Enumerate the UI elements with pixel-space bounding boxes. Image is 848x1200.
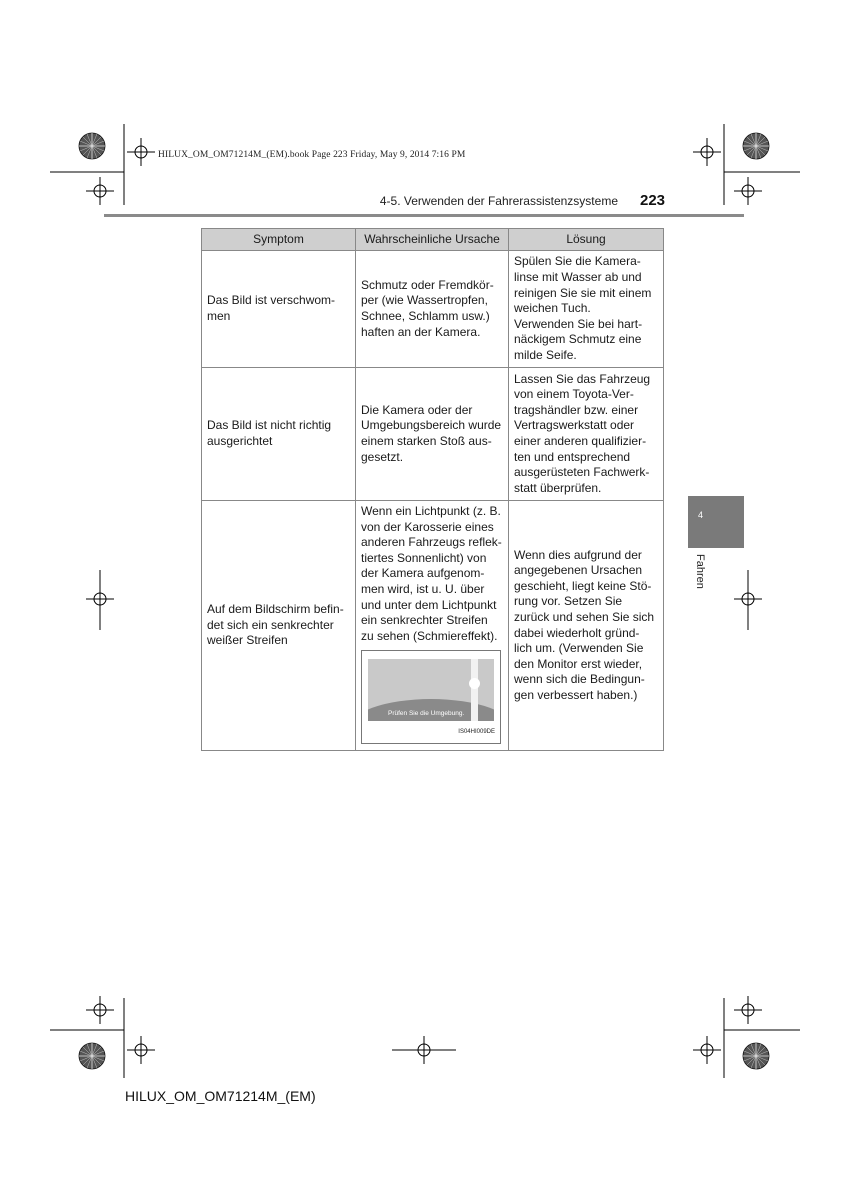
footer-doc-code: HILUX_OM_OM71214M_(EM) [125, 1088, 316, 1104]
header-solution: Lösung [509, 229, 664, 251]
solution-cell [509, 501, 664, 751]
image-code: IS04HI009DE [458, 728, 495, 735]
print-slug-line: HILUX_OM_OM71214M_(EM).book Page 223 Friday, May 9, 2014 7:16 PM [158, 150, 466, 160]
cause-cell [356, 501, 509, 751]
cause-text: Wenn ein Lichtpunkt (z. B. von der Karosserie eines anderen Fahrzeugs reﬂek- tiertes Sonnenlicht) von der Kamera aufgenom- men wird, ist u. U. über und unter dem Lichtpunkt ein senkrechter Streifen zu sehen (Schmiereffekt). [361, 504, 502, 643]
page-number: 223 [640, 192, 666, 209]
smear-stripe [471, 659, 478, 721]
solution-text: Spülen Sie die Kamera- linse mit Wasser ab und reinigen Sie sie mit einem weichen Tuch. Verwenden Sie bei hart- näckigem Schmutz eine milde Seife. [514, 254, 652, 362]
solution-cell [509, 251, 664, 368]
table-row [202, 501, 664, 751]
symptom-text: Auf dem Bildschirm beﬁn- det sich ein senkrechter weißer Streifen [207, 602, 344, 648]
chapter-number: 4 [698, 510, 704, 520]
cause-text: Schmutz oder Fremdkör- per (wie Wassertropfen, Schnee, Schlamm usw.) haften an der Kamera. [361, 277, 494, 339]
symptom-text: Das Bild ist verschwom- men [207, 293, 336, 323]
chapter-tab [688, 496, 744, 548]
symptom-cell [202, 501, 356, 751]
camera-image-illustration [361, 650, 501, 744]
header-rule [104, 214, 744, 217]
symptom-cell [202, 251, 356, 368]
cause-text: Die Kamera oder der Umgebungsbereich wurde einem starken Stoß aus- gesetzt. [361, 402, 502, 464]
solution-text: Lassen Sie das Fahrzeug von einem Toyota-Ver- tragshändler bzw. einer Vertragswerkstatt oder einer anderen qualifizier- ten und entsprechend ausgerüsteten Fachwerk- statt überprüfen. [514, 371, 651, 495]
solution-text: Wenn dies aufgrund der angegebenen Ursachen geschieht, liegt keine Stö- rung vor. Setzen Sie zurück und sehen Sie sich dabei wiederholt gründ- lich um. (Verwenden Sie den Monitor erst wieder, wenn sich die Bedingun- gen verbessert haben.) [514, 547, 655, 702]
troubleshooting-table [201, 228, 664, 751]
chapter-label: Fahren [694, 554, 706, 589]
table-row [202, 251, 664, 368]
screen-caption: Prüfen Sie die Umgebung. [388, 710, 465, 718]
solution-cell [509, 368, 664, 501]
symptom-cell [202, 368, 356, 501]
chapter-label-box [688, 552, 718, 612]
symptom-text: Das Bild ist nicht richtig ausgerichtet [207, 418, 332, 448]
cause-cell [356, 251, 509, 368]
table-row [202, 368, 664, 501]
light-spot [469, 678, 480, 689]
section-title: 4-5. Verwenden der Fahrerassistenzsysteme [379, 194, 618, 208]
cause-cell [356, 368, 509, 501]
table-header-row [202, 229, 664, 251]
header-symptom: Symptom [202, 229, 356, 251]
header-cause: Wahrscheinliche Ursache [356, 229, 509, 251]
